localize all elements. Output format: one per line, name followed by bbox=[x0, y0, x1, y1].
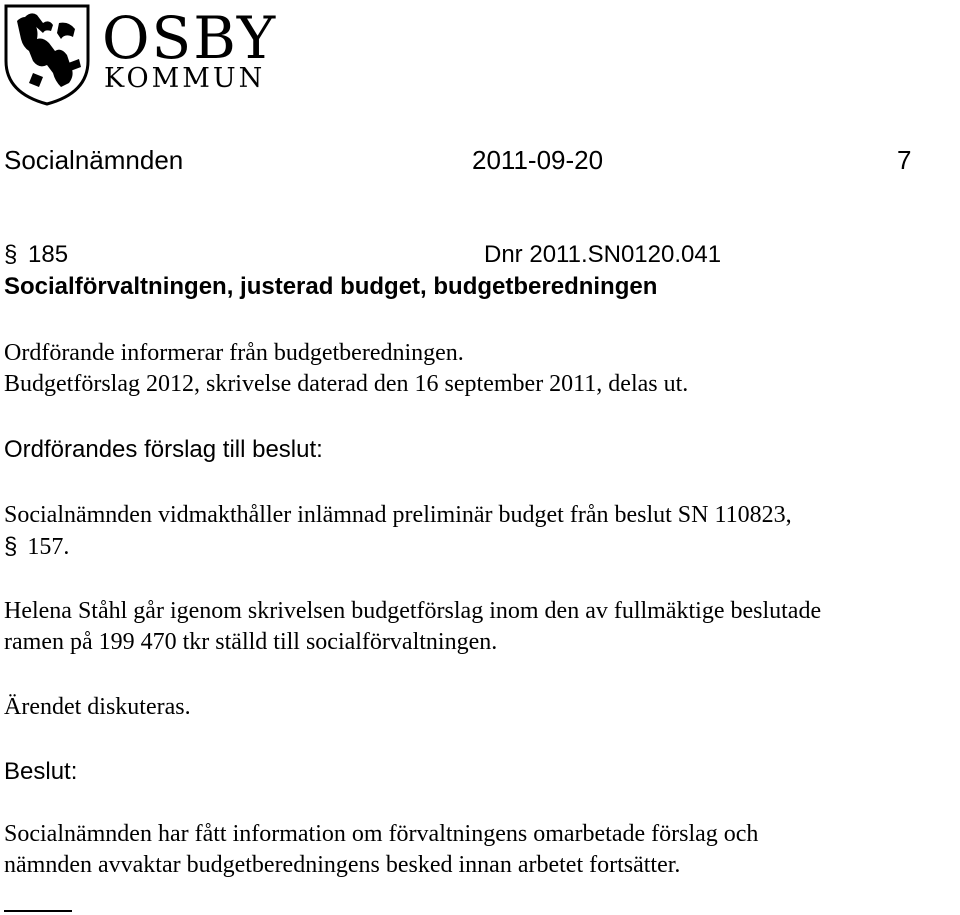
diary-number: Dnr 2011.SN0120.041 bbox=[484, 241, 722, 268]
proposal-paragraph-number: 157. bbox=[27, 534, 70, 560]
section-symbol: § bbox=[4, 241, 18, 268]
review-paragraph bbox=[4, 596, 821, 658]
item-number-line bbox=[4, 240, 68, 270]
item-number: 185 bbox=[28, 241, 69, 268]
review-line-1: Helena Ståhl går igenom skrivelsen budgetförslag inom den av fullmäktige beslutade bbox=[4, 598, 822, 624]
meeting-date: 2011-09-20 bbox=[472, 145, 604, 175]
intro-line-2: Budgetförslag 2012, skrivelse daterad den 16 september 2011, delas ut. bbox=[4, 371, 689, 397]
proposal-heading: Ordförandes förslag till beslut: bbox=[4, 436, 323, 463]
intro-paragraph bbox=[4, 338, 688, 400]
decision-line-2: nämnden avvaktar budgetberedningens besked innan arbetet fortsätter. bbox=[4, 852, 681, 878]
discussion-text: Ärendet diskuteras. bbox=[4, 694, 191, 720]
proposal-paragraph bbox=[4, 500, 792, 563]
committee-name: Socialnämnden bbox=[4, 145, 184, 175]
page-number: 7 bbox=[897, 145, 912, 175]
logo-subtitle: KOMMUN bbox=[104, 63, 266, 94]
review-line-2: ramen på 199 470 tkr ställd till socialförvaltningen. bbox=[4, 629, 498, 655]
osby-kommun-logo bbox=[3, 3, 91, 107]
item-title: Socialförvaltningen, justerad budget, budgetberedningen bbox=[4, 273, 658, 300]
decision-heading: Beslut: bbox=[4, 758, 78, 785]
logo-name: OSBY bbox=[102, 4, 278, 72]
griffin-shield-emblem-icon bbox=[3, 3, 91, 107]
decision-paragraph bbox=[4, 819, 758, 881]
decision-line-1: Socialnämnden har fått information om förvaltningens omarbetade förslag och bbox=[4, 821, 759, 847]
proposal-line-2 bbox=[4, 531, 792, 563]
proposal-line-1: Socialnämnden vidmakthåller inlämnad preliminär budget från beslut SN 110823, bbox=[4, 502, 792, 528]
proposal-section-symbol: § bbox=[4, 533, 18, 560]
intro-line-1: Ordförande informerar från budgetberedningen. bbox=[4, 340, 464, 366]
signature-rule bbox=[4, 910, 72, 912]
discussion-paragraph bbox=[4, 692, 191, 723]
